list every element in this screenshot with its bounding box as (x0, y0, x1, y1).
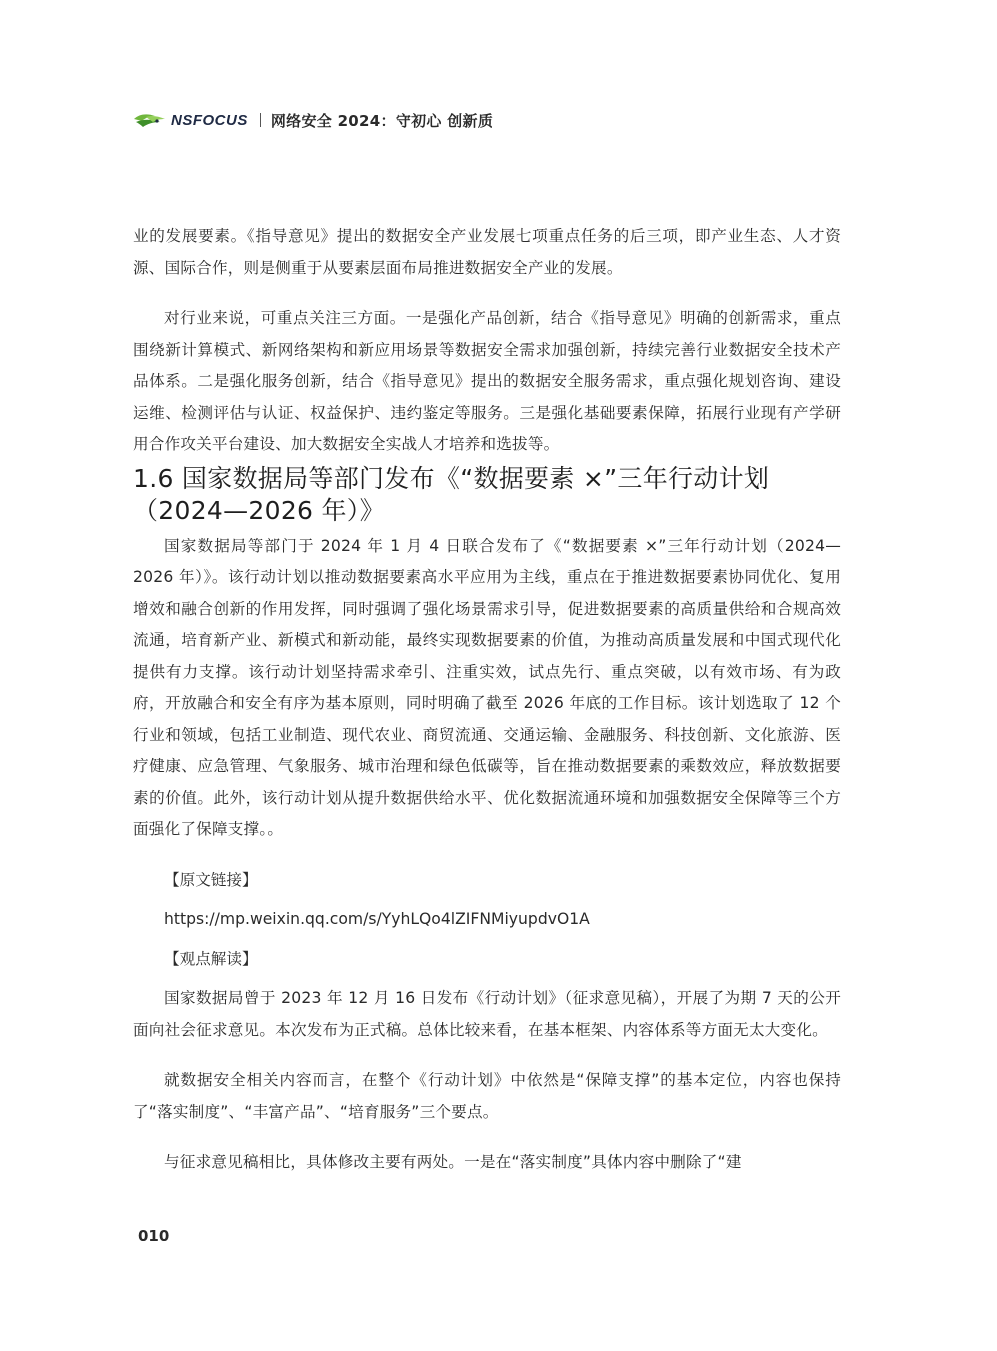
paragraph-4: 国家数据局曾于 2023 年 12 月 16 日发布《行动计划》（征求意见稿），开展了为期 7 天的公开面向社会征求意见。本次发布为正式稿。总体比较来看，在基本框架、内容体系等方面无太大变化。 (133, 989, 841, 1039)
header-divider (260, 113, 261, 127)
page-number: 010 (138, 1227, 170, 1245)
source-url-link[interactable]: https://mp.weixin.qq.com/s/YyhLQo4lZIFNMiyupdvO1A (164, 910, 590, 928)
paragraph-2: 对行业来说，可重点关注三方面。一是强化产品创新，结合《指导意见》明确的创新需求，重点围绕新计算模式、新网络架构和新应用场景等数据安全需求加强创新，持续完善行业数据安全技术产品体系。二是强化服务创新，结合《指导意见》提出的数据安全服务需求，重点强化规划咨询、建设运维、检测评估与认证、权益保护、违约鉴定等服务。三是强化基础要素保障，拓展行业现有产学研用合作攻关平台建设、加大数据安全实战人才培养和选拔等。 (133, 309, 841, 453)
paragraph-3: 国家数据局等部门于 2024 年 1 月 4 日联合发布了《“数据要素 ×”三年行动计划（2024—2026 年）》。该行动计划以推动数据要素高水平应用为主线，重点在于推进数据要素协同优化、复用增效和融合创新的作用发挥，同时强调了强化场景需求引导，促进数据要素的高质量供给和合规高效流通，培育新产业、新模式和新动能，最终实现数据要素的价值，为推动高质量发展和中国式现代化提供有力支撑。该行动计划坚持需求牵引、注重实效，试点先行、重点突破，以有效市场、有为政府，开放融合和安全有序为基本原则，同时明确了截至 2026 年底的工作目标。该计划选取了 12 个行业和领域，包括工业制造、现代农业、商贸流通、交通运输、金融服务、科技创新、文化旅游、医疗健康、应急管理、气象服务、城市治理和绿色低碳等，旨在推动数据要素的乘数效应，释放数据要素的价值。此外，该行动计划从提升数据供给水平、优化数据流通环境和加强数据安全保障等三个方面强化了保障支撑。。 (133, 536, 841, 838)
nsfocus-logo (133, 110, 248, 130)
page-header (133, 108, 493, 132)
paragraph-6: 与征求意见稿相比，具体修改主要有两处。一是在“落实制度”具体内容中删除了“建 (164, 1153, 742, 1171)
header-title: 网络安全 2024：守初心 创新质 (270, 111, 494, 130)
paragraph-5: 就数据安全相关内容而言，在整个《行动计划》中依然是“保障支撑”的基本定位，内容也保持了“落实制度”、“丰富产品”、“培育服务”三个要点。 (133, 1071, 841, 1121)
paragraph-1: 业的发展要素。《指导意见》提出的数据安全产业发展七项重点任务的后三项，即产业生态、人才资源、国际合作，则是侧重于从要素层面布局推进数据安全产业的发展。 (133, 227, 841, 277)
viewpoint-label: 【观点解读】 (164, 949, 258, 968)
page-content (133, 221, 841, 1179)
nsfocus-logo-icon (133, 110, 169, 130)
logo-text: NSFOCUS (171, 111, 248, 129)
source-link-label: 【原文链接】 (164, 870, 258, 889)
section-heading: 1.6 国家数据局等部门发布《“数据要素 ×”三年行动计划（2024—2026 年）》 (133, 463, 770, 525)
